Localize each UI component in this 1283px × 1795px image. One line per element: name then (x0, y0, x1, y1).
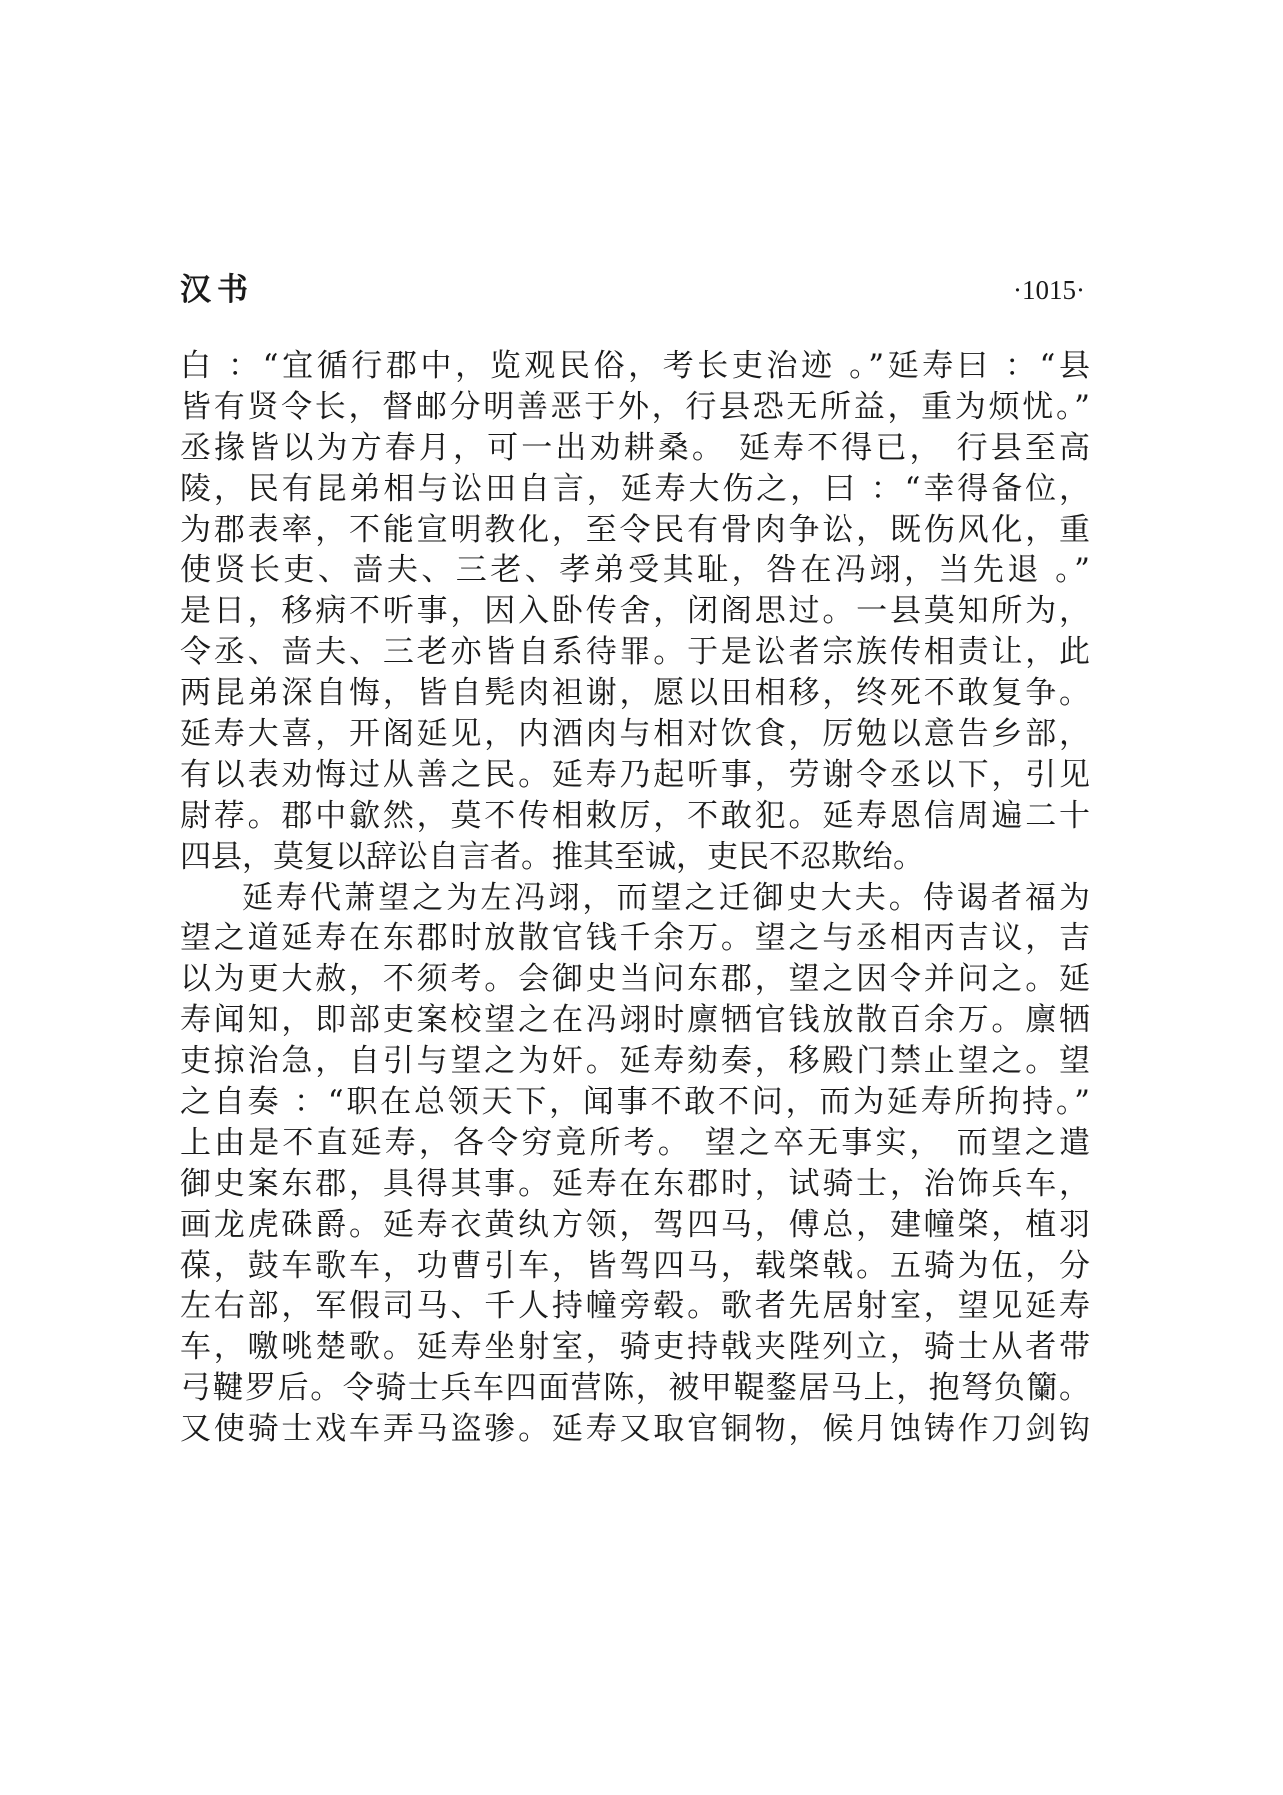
text-line: 弓鞬罗后。令骑士兵车四面营陈，被甲鞮鍪居马上，抱弩负籣。 (180, 1370, 1090, 1407)
book-title: 汉书 (180, 272, 254, 308)
text-line: 御史案东郡，具得其事。延寿在东郡时，试骑士，治饰兵车， (180, 1165, 1090, 1202)
text-line: 延寿大喜，开阁延见，内酒肉与相对饮食，厉勉以意告乡部， (180, 716, 1090, 753)
text-line: 之自奏 ：“职在总领天下，闻事不敢不问，而为延寿所拘持。” (180, 1084, 1090, 1121)
text-line: 葆，鼓车歌车，功曹引车，皆驾四马，载棨戟。五骑为伍，分 (180, 1247, 1090, 1284)
text-line: 白 ：“宜循行郡中，览观民俗，考长吏治迹 。”延寿曰 ：“县 (180, 348, 1090, 384)
text-line: 望之道延寿在东郡时放散官钱千余万。望之与丞相丙吉议，吉 (180, 920, 1090, 957)
text-line: 丞掾皆以为方春月，可一出劝耕桑。 延寿不得已， 行县至高 (180, 429, 1090, 466)
text-line: 以为更大赦，不须考。会御史当问东郡，望之因令并问之。延 (180, 961, 1090, 998)
text-line: 画龙虎硃爵。延寿衣黄纨方领，驾四马，傅总，建幢棨，植羽 (180, 1206, 1090, 1243)
text-line: 上由是不直延寿，各令穷竟所考。 望之卒无事实， 而望之遣 (180, 1124, 1090, 1161)
text-line: 使贤长吏、啬夫、三老、孝弟受其耻，咎在冯翊，当先退 。” (180, 552, 1090, 589)
body-text (180, 346, 1090, 1450)
text-line: 又使骑士戏车弄马盗骖。延寿又取官铜物，候月蚀铸作刀剑钩 (180, 1411, 1090, 1448)
text-line: 陵，民有昆弟相与讼田自言，延寿大伤之，曰 ：“幸得备位， (180, 470, 1090, 507)
text-line: 尉荐。郡中歙然，莫不传相敕厉，不敢犯。延寿恩信周遍二十 (180, 797, 1090, 834)
text-line: 车，噭咷楚歌。延寿坐射室，骑吏持戟夹陛列立，骑士从者带 (180, 1329, 1090, 1366)
text-line: 左右部，军假司马、千人持幢旁毂。歌者先居射室，望见延寿 (180, 1288, 1090, 1325)
text-line: 是日，移病不听事，因入卧传舍，闭阁思过。一县莫知所为， (180, 593, 1090, 630)
text-line: 两昆弟深自悔，皆自髡肉袒谢，愿以田相移，终死不敢复争。 (180, 675, 1090, 712)
text-line: 有以表劝悔过从善之民。延寿乃起听事，劳谢令丞以下，引见 (180, 756, 1090, 793)
text-line: 为郡表率，不能宣明教化，至令民有骨肉争讼，既伤风化，重 (180, 511, 1090, 548)
page-number: ·1015· (1013, 275, 1085, 305)
text-line: 寿闻知，即部吏案校望之在冯翊时廪牺官钱放散百余万。廪牺 (180, 1002, 1090, 1039)
paragraph-end-line: 四县，莫复以辞讼自言者。推其至诚，吏民不忍欺绐。 (180, 838, 924, 875)
text-line: 吏掠治急，自引与望之为奸。延寿劾奏，移殿门禁止望之。望 (180, 1043, 1090, 1080)
paragraph-first-line: 延寿代萧望之为左冯翊，而望之迁御史大夫。侍谒者福为 (242, 879, 1090, 916)
text-line: 令丞、啬夫、三老亦皆自系待罪。于是讼者宗族传相责让，此 (180, 634, 1090, 671)
text-line: 皆有贤令长，督邮分明善恶于外，行县恐无所益，重为烦忧。” (180, 388, 1090, 425)
running-header (180, 268, 1085, 318)
